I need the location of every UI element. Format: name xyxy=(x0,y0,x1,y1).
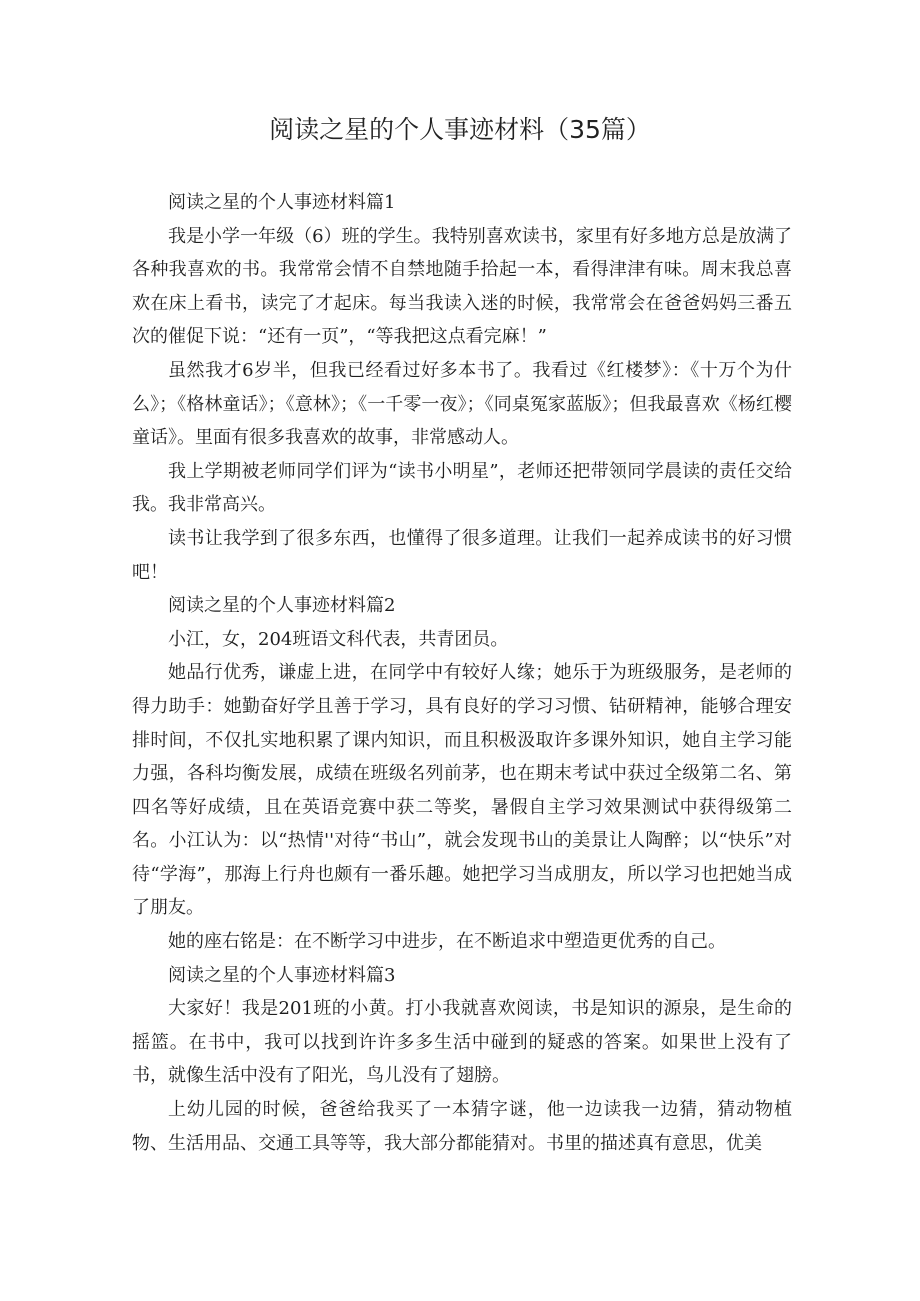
paragraph: 虽然我才6岁半，但我已经看过好多本书了。我看过《红楼梦》：《十万个为什么》；《格林童话》；《意林》；《一千零一夜》；《同桌冤家蓝版》；但我最喜欢《杨红樱童话》。里面有很多我喜欢的故事，非常感动人。 xyxy=(132,359,792,449)
section-heading-1: 阅读之星的个人事迹材料篇1 xyxy=(168,192,396,213)
paragraph: 我是小学一年级（6）班的学生。我特别喜欢读书，家里有好多地方总是放满了各种我喜欢的书。我常常会情不自禁地随手拾起一本，看得津津有味。周末我总喜欢在床上看书，读完了才起床。每当我读入迷的时候，我常常会在爸爸妈妈三番五次的催促下说：“还有一页”，“等我把这点看完麻！” xyxy=(132,225,792,348)
section-heading-2: 阅读之星的个人事迹材料篇2 xyxy=(168,595,396,617)
document-body xyxy=(132,186,792,1160)
paragraph: 她品行优秀，谦虚上进，在同学中有较好人缘；她乐于为班级服务，是老师的得力助手：她勤奋好学且善于学习，具有良好的学习习惯、钻研精神，能够合理安排时间，不仅扎实地积累了课内知识，而且积极汲取许多课外知识，她自主学习能力强，各科均衡发展，成绩在班级名列前茅，也在期末考试中获过全级第二名、第四名等好成绩，且在英语竞赛中获二等奖，暑假自主学习效果测试中获得级第二名。小江认为：以“热情''对待“书山”，就会发现书山的美景让人陶醉；以“快乐”对待“学海”，那海上行舟也颇有一番乐趣。她把学习当成朋友，所以学习也把她当成了朋友。 xyxy=(132,662,792,919)
paragraph: 我上学期被老师同学们评为“读书小明星”，老师还把带领同学晨读的责任交给我。我非常高兴。 xyxy=(132,460,792,516)
paragraph: 大家好！我是201班的小黄。打小我就喜欢阅读，书是知识的源泉，是生命的摇篮。在书中，我可以找到许许多多生活中碰到的疑惑的答案。如果世上没有了书，就像生活中没有了阳光，鸟儿没有了翅膀。 xyxy=(132,998,792,1087)
paragraph: 上幼儿园的时候，爸爸给我买了一本猜字谜，他一边读我一边猜，猜动物植物、生活用品、交通工具等等，我大部分都能猜对。书里的描述真有意思，优美 xyxy=(132,1099,792,1154)
section-heading-3: 阅读之星的个人事迹材料篇3 xyxy=(168,964,396,986)
document-title: 阅读之星的个人事迹材料（35篇） xyxy=(269,115,651,144)
paragraph: 她的座右铭是：在不断学习中进步，在不断追求中塑造更优秀的自己。 xyxy=(168,931,726,953)
paragraph: 小江，女，204班语文科代表，共青团员。 xyxy=(168,628,509,650)
paragraph: 读书让我学到了很多东西，也懂得了很多道理。让我们一起养成读书的好习惯吧！ xyxy=(132,527,792,583)
